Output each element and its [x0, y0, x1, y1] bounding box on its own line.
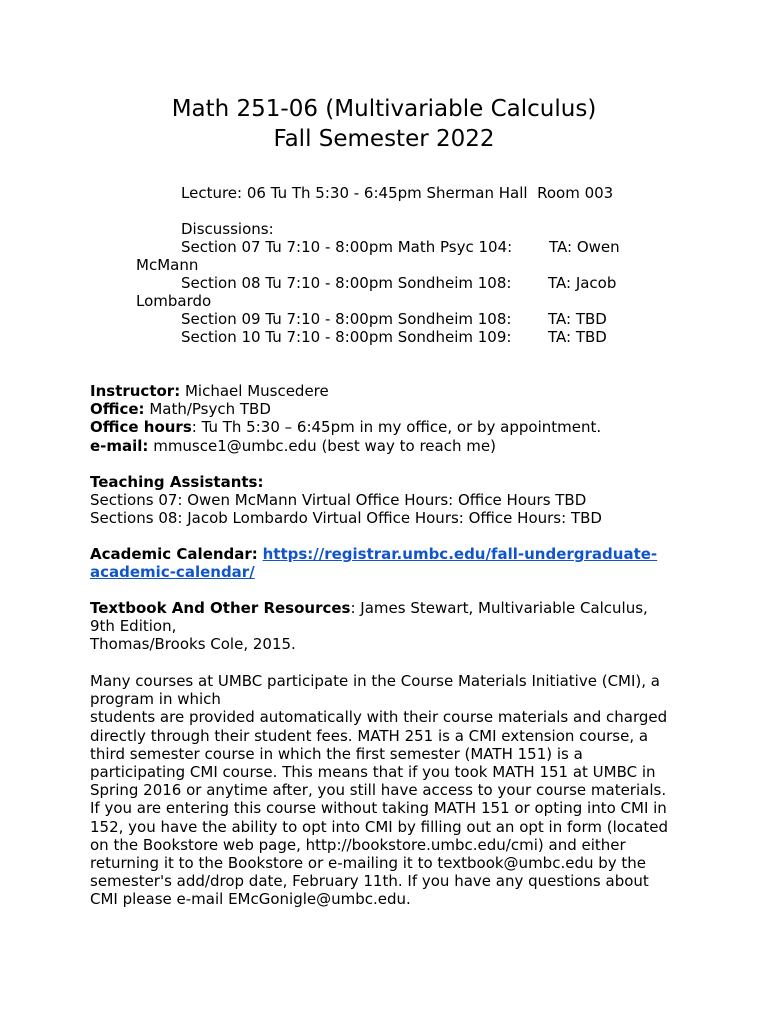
- section-07-ta: TA: Owen: [549, 238, 620, 256]
- textbook-label: Textbook And Other Resources: [90, 599, 351, 617]
- office-value: Math/Psych TBD: [144, 400, 271, 419]
- email-line: [90, 437, 690, 455]
- office-hours-value: : Tu Th 5:30 – 6:45pm in my office, or by appointment.: [191, 418, 602, 437]
- cmi-line: on the Bookstore web page, http://bookstore.umbc.edu/cmi) and either: [90, 835, 626, 854]
- ta-line-08: Sections 08: Jacob Lombardo Virtual Office Hours: Office Hours: TBD: [90, 509, 602, 528]
- instructor-line: [90, 382, 690, 400]
- calendar-label: Academic Calendar:: [90, 545, 258, 563]
- cmi-line: Many courses at UMBC participate in the Course Materials Initiative (CMI), a: [90, 672, 660, 690]
- cmi-line: semester's add/drop date, February 11th. If you have any questions about: [90, 872, 649, 891]
- semester-title: Fall Semester 2022: [273, 126, 495, 152]
- section-08-ta: TA: Jacob: [548, 274, 617, 292]
- calendar-link-part1[interactable]: https://registrar.umbc.edu/fall-undergraduate-: [262, 545, 658, 563]
- section-10-ta: TA: TBD: [548, 328, 607, 346]
- cmi-line: program in which: [90, 690, 221, 709]
- office-hours-line: [90, 418, 690, 436]
- cmi-line: 152, you have the ability to opt into CMI by filling out an opt in form (located: [90, 817, 668, 836]
- section-07-line: Section 07 Tu 7:10 - 8:00pm Math Psyc 104:: [181, 238, 513, 256]
- discussions-label: Discussions:: [181, 220, 274, 238]
- email-value: mmusce1@umbc.edu (best way to reach me): [148, 436, 496, 455]
- section-08-ta-cont: Lombardo: [136, 292, 212, 310]
- textbook-block: [90, 599, 690, 654]
- office-hours-label: Office hours: [90, 418, 192, 437]
- calendar-link-part2[interactable]: academic-calendar/: [90, 563, 255, 582]
- lecture-line: Lecture: 06 Tu Th 5:30 - 6:45pm Sherman Hall Room 003: [181, 184, 614, 202]
- calendar-line: [90, 545, 690, 581]
- instructor-name: Michael Muscedere: [180, 382, 329, 400]
- office-line: [90, 400, 690, 418]
- instructor-label: Instructor:: [90, 382, 181, 400]
- cmi-line: third semester course in which the first semester (MATH 151) is a: [90, 744, 583, 763]
- cmi-line: Spring 2016 or anytime after, you still have access to your course materials.: [90, 781, 667, 800]
- instructor-block: [90, 382, 690, 455]
- textbook-line2: 9th Edition,: [90, 617, 177, 636]
- section-07-ta-cont: McMann: [136, 256, 199, 274]
- office-label: Office:: [90, 400, 145, 419]
- textbook-line1: [90, 599, 690, 617]
- cmi-line: CMI please e-mail EMcGonigle@umbc.edu.: [90, 890, 411, 909]
- teaching-assistants-block: [90, 473, 690, 528]
- cmi-line: directly through their student fees. MATH 251 is a CMI extension course, a: [90, 726, 649, 745]
- course-title: Math 251-06 (Multivariable Calculus): [171, 96, 597, 122]
- section-08-line: Section 08 Tu 7:10 - 8:00pm Sondheim 108:: [181, 274, 512, 292]
- textbook-value: : James Stewart, Multivariable Calculus,: [350, 599, 648, 617]
- academic-calendar-block: [90, 545, 690, 581]
- ta-heading: Teaching Assistants:: [90, 473, 264, 491]
- cmi-paragraph: [90, 672, 690, 909]
- section-09-line: Section 09 Tu 7:10 - 8:00pm Sondheim 108:: [181, 310, 512, 328]
- cmi-line: students are provided automatically with their course materials and charged: [90, 708, 668, 727]
- cmi-line: If you are entering this course without taking MATH 151 or opting into CMI in: [90, 799, 667, 818]
- email-label: e-mail:: [90, 436, 149, 455]
- ta-line-07: Sections 07: Owen McMann Virtual Office Hours: Office Hours TBD: [90, 491, 587, 510]
- cmi-line: participating CMI course. This means that if you took MATH 151 at UMBC in: [90, 763, 656, 782]
- section-10-line: Section 10 Tu 7:10 - 8:00pm Sondheim 109:: [181, 328, 512, 346]
- cmi-line: returning it to the Bookstore or e-mailing it to textbook@umbc.edu by the: [90, 854, 647, 873]
- textbook-line3: Thomas/Brooks Cole, 2015.: [90, 635, 296, 654]
- section-09-ta: TA: TBD: [548, 310, 607, 328]
